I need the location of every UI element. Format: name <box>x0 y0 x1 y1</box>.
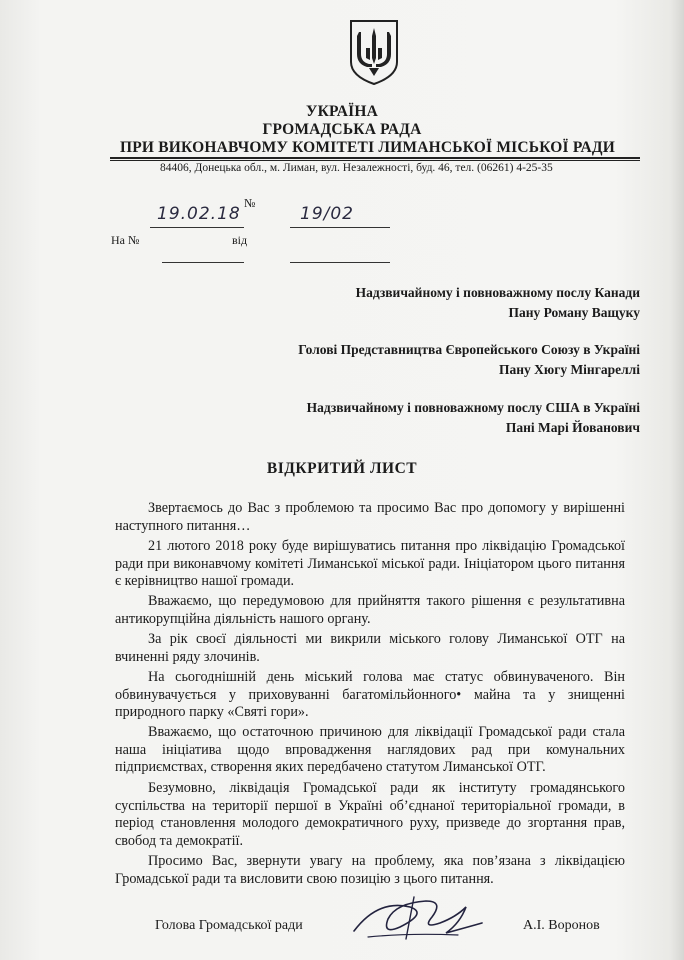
paragraph: За рік своєї діяльності ми викрили міського голову Лиманської ОТГ на вчиненні ряду злочинів. <box>115 631 625 665</box>
date-blank-line <box>150 227 244 228</box>
paragraph: Вважаємо, що передумовою для прийняття такого рішення є результативна антикорупційна діяльність нашого органу. <box>115 593 625 627</box>
recipient-title: Надзвичайному і повноважному послу Канади <box>355 285 640 300</box>
recipient-eu <box>298 340 640 380</box>
paragraph: Безумовно, ліквідація Громадської ради як інституту громадянського суспільства на території першої в Україні об’єднаної територіальної громади, в період становлення молодого демократичного руху, призведе до згортання прав, свобод та демократії. <box>115 780 625 849</box>
paragraph: 21 лютого 2018 року буде вирішуватись питання про ліквідацію Громадської ради при виконавчому комітеті Лиманської міської ради. Ініціатором цього питання є керівництво нашої громади. <box>115 538 625 589</box>
vid-blank-line <box>290 262 390 263</box>
recipient-title: Голові Представництва Європейського Союзу в Україні <box>298 342 640 357</box>
header-rule-thin <box>110 160 640 161</box>
handwritten-date: 19.02.18 <box>157 204 241 224</box>
recipient-name: Пану Роману Ващуку <box>508 305 640 320</box>
handwritten-number: 19/02 <box>300 204 354 224</box>
na-number-blank-line <box>162 262 244 263</box>
trident-emblem-icon <box>347 18 401 86</box>
header-address: 84406, Донецька обл., м. Лиман, вул. Незалежності, буд. 46, тел. (06261) 4-25-35 <box>160 162 553 174</box>
page-edge-shadow <box>670 0 684 960</box>
paragraph: Вважаємо, що остаточною причиною для ліквідації Громадської ради стала наша ініціатива щодо впровадження наглядових рад при комунальних підприємствах, створення яких передбачено статутом Лиманської ОТГ. <box>115 724 625 775</box>
signatory-name: А.І. Воронов <box>523 918 600 933</box>
recipient-name: Пані Марі Йованович <box>505 420 640 435</box>
header-rule-thick <box>110 157 640 159</box>
header-country: УКРАЇНА <box>306 103 378 120</box>
paragraph: Просимо Вас, звернути увагу на проблему, яка пов’язана з ліквідацією Громадської ради та висловити свою позицію з цього питання. <box>115 853 625 887</box>
header-committee: ПРИ ВИКОНАВЧОМУ КОМІТЕТІ ЛИМАНСЬКОЇ МІСЬКОЇ РАДИ <box>120 139 616 156</box>
number-label: № <box>244 196 256 210</box>
na-number-label: На № <box>111 233 140 247</box>
vid-label: від <box>232 233 248 247</box>
handwritten-signature-icon <box>348 893 488 945</box>
header-council: ГРОМАДСЬКА РАДА <box>262 121 422 138</box>
recipient-name: Пану Хюгу Мінгареллі <box>498 362 640 377</box>
paragraph: На сьогоднішній день міський голова має статус обвинуваченого. Він обвинувачується у приховуванні багатомільйонного• майна та у знищенні природного парку «Святі гори». <box>115 669 625 720</box>
recipient-usa <box>307 398 640 438</box>
paragraph: Звертаємось до Вас з проблемою та просимо Вас про допомогу у вирішенні наступного питання… <box>115 500 625 534</box>
number-blank-line <box>290 227 390 228</box>
signature-position: Голова Громадської ради <box>155 918 303 933</box>
recipient-canada <box>356 283 640 323</box>
letter-title: ВІДКРИТИЙ ЛИСТ <box>266 460 418 477</box>
recipient-title: Надзвичайному і повноважному послу США в Україні <box>306 400 640 415</box>
